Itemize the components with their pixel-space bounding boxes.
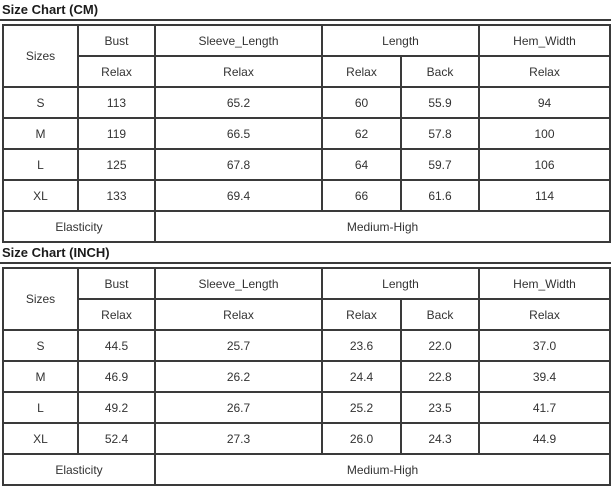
size-cell: XL: [3, 180, 78, 211]
hem-cell: 44.9: [479, 423, 610, 454]
bust-cell: 119: [78, 118, 155, 149]
size-chart-cm-table: [2, 24, 611, 243]
length-relax-cell: 23.6: [322, 330, 401, 361]
bust-cell: 49.2: [78, 392, 155, 423]
elasticity-row: [3, 454, 610, 485]
size-cell: M: [3, 361, 78, 392]
size-cell: L: [3, 149, 78, 180]
table-row-m: [3, 118, 610, 149]
length-relax-cell: 26.0: [322, 423, 401, 454]
table-row-l: [3, 149, 610, 180]
length-relax-cell: 62: [322, 118, 401, 149]
length-back-cell: 59.7: [401, 149, 479, 180]
size-cell: M: [3, 118, 78, 149]
elasticity-value-cell: Medium-High: [155, 454, 610, 485]
size-chart-inch-title: Size Chart (INCH): [0, 243, 611, 264]
col-header-bust: Bust: [78, 25, 155, 56]
bust-cell: 44.5: [78, 330, 155, 361]
elasticity-value-cell: Medium-High: [155, 211, 610, 242]
elasticity-label-cell: Elasticity: [3, 211, 155, 242]
bust-cell: 125: [78, 149, 155, 180]
sleeve-cell: 66.5: [155, 118, 322, 149]
table-row-xl: [3, 180, 610, 211]
table-row-s: [3, 87, 610, 118]
hem-cell: 100: [479, 118, 610, 149]
hem-cell: 41.7: [479, 392, 610, 423]
hem-cell: 39.4: [479, 361, 610, 392]
subheader-length-back: Back: [401, 299, 479, 330]
elasticity-row: [3, 211, 610, 242]
hem-cell: 37.0: [479, 330, 610, 361]
length-back-cell: 57.8: [401, 118, 479, 149]
subheader-sleeve-relax: Relax: [155, 56, 322, 87]
header-row-measures: [3, 56, 610, 87]
subheader-hem-relax: Relax: [479, 56, 610, 87]
table-row-s: [3, 330, 610, 361]
bust-cell: 113: [78, 87, 155, 118]
sleeve-cell: 67.8: [155, 149, 322, 180]
header-row-groups: [3, 25, 610, 56]
header-row-measures: [3, 299, 610, 330]
elasticity-label-cell: Elasticity: [3, 454, 155, 485]
length-relax-cell: 24.4: [322, 361, 401, 392]
col-header-bust: Bust: [78, 268, 155, 299]
length-back-cell: 61.6: [401, 180, 479, 211]
size-chart-inch-table: [2, 267, 611, 486]
col-header-length: Length: [322, 25, 479, 56]
subheader-hem-relax: Relax: [479, 299, 610, 330]
size-cell: S: [3, 87, 78, 118]
length-back-cell: 22.8: [401, 361, 479, 392]
sleeve-cell: 26.7: [155, 392, 322, 423]
hem-cell: 106: [479, 149, 610, 180]
size-chart-cm-title: Size Chart (CM): [0, 0, 611, 21]
size-chart-inch-section: [0, 243, 611, 486]
sleeve-cell: 27.3: [155, 423, 322, 454]
sleeve-cell: 65.2: [155, 87, 322, 118]
col-header-sleeve-length: Sleeve_Length: [155, 268, 322, 299]
col-header-hem-width: Hem_Width: [479, 268, 610, 299]
size-chart-cm-section: [0, 0, 611, 243]
subheader-bust-relax: Relax: [78, 56, 155, 87]
col-header-length: Length: [322, 268, 479, 299]
sleeve-cell: 69.4: [155, 180, 322, 211]
table-row-m: [3, 361, 610, 392]
length-relax-cell: 64: [322, 149, 401, 180]
bust-cell: 52.4: [78, 423, 155, 454]
subheader-sleeve-relax: Relax: [155, 299, 322, 330]
size-cell: XL: [3, 423, 78, 454]
length-back-cell: 55.9: [401, 87, 479, 118]
length-relax-cell: 25.2: [322, 392, 401, 423]
subheader-length-relax: Relax: [322, 299, 401, 330]
length-back-cell: 23.5: [401, 392, 479, 423]
length-relax-cell: 60: [322, 87, 401, 118]
length-back-cell: 24.3: [401, 423, 479, 454]
length-back-cell: 22.0: [401, 330, 479, 361]
subheader-bust-relax: Relax: [78, 299, 155, 330]
subheader-length-relax: Relax: [322, 56, 401, 87]
sleeve-cell: 26.2: [155, 361, 322, 392]
sleeve-cell: 25.7: [155, 330, 322, 361]
size-cell: S: [3, 330, 78, 361]
hem-cell: 114: [479, 180, 610, 211]
col-header-hem-width: Hem_Width: [479, 25, 610, 56]
bust-cell: 46.9: [78, 361, 155, 392]
header-row-groups: [3, 268, 610, 299]
col-header-sleeve-length: Sleeve_Length: [155, 25, 322, 56]
length-relax-cell: 66: [322, 180, 401, 211]
hem-cell: 94: [479, 87, 610, 118]
col-header-sizes: Sizes: [3, 25, 78, 87]
table-row-l: [3, 392, 610, 423]
bust-cell: 133: [78, 180, 155, 211]
size-cell: L: [3, 392, 78, 423]
subheader-length-back: Back: [401, 56, 479, 87]
col-header-sizes: Sizes: [3, 268, 78, 330]
table-row-xl: [3, 423, 610, 454]
